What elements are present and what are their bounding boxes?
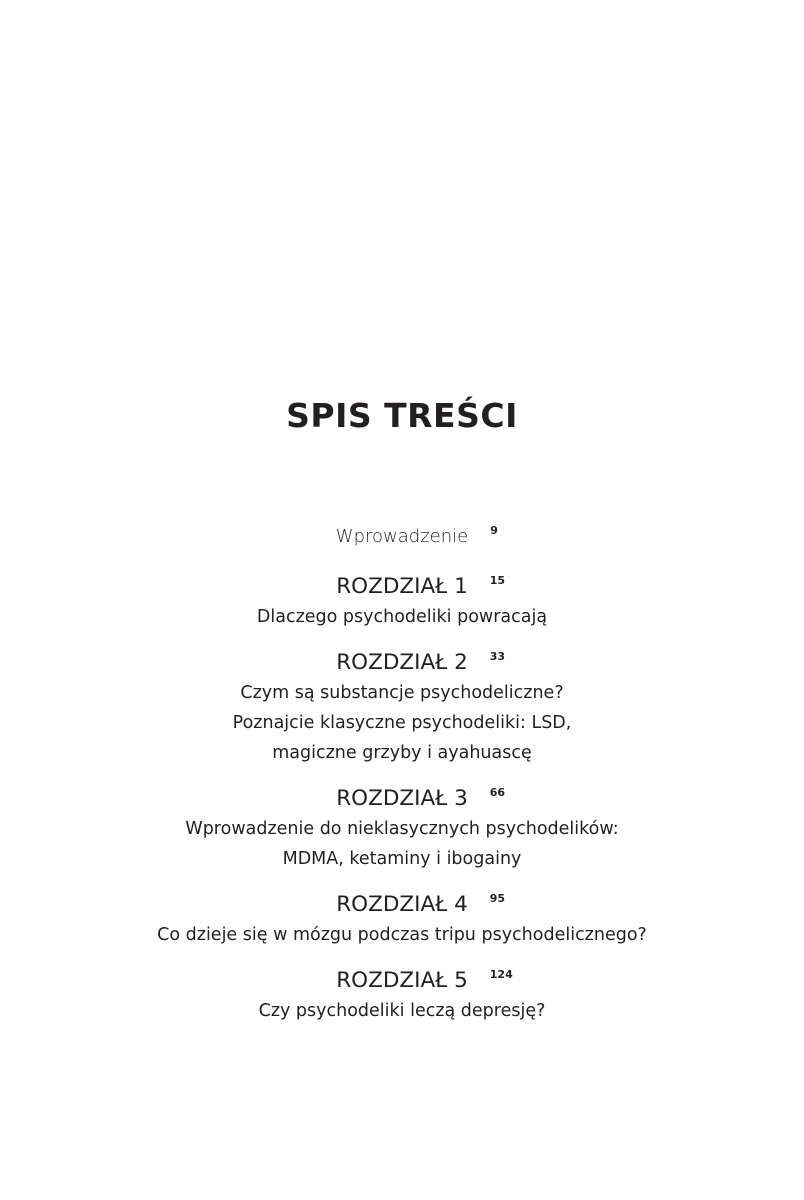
toc-page-number: 9 <box>490 524 498 537</box>
toc-entry-heading <box>336 572 506 602</box>
toc-page-number: 95 <box>489 892 506 905</box>
toc-entry-chapter-2 <box>0 648 804 768</box>
chapter-title-line: Dlaczego psychodeliki powracają <box>256 607 548 627</box>
toc-page-number: 33 <box>489 650 506 663</box>
toc-entry-chapter-1 <box>0 572 804 632</box>
toc-entry-heading <box>336 966 513 996</box>
toc-entry-heading <box>336 890 506 920</box>
chapter-label: ROZDZIAŁ 3 <box>336 786 468 811</box>
chapter-title-line: magiczne grzyby i ayahuascę <box>272 743 532 763</box>
toc-entry-label: Wprowadzenie <box>335 526 469 547</box>
toc-entry-intro <box>0 522 804 552</box>
toc-entry-heading <box>336 648 506 678</box>
page-title: SPIS TREŚCI <box>286 396 518 435</box>
chapter-label: ROZDZIAŁ 5 <box>336 968 468 993</box>
toc-entry-heading <box>335 522 498 552</box>
chapter-title-line: Poznajcie klasyczne psychodeliki: LSD, <box>232 713 572 733</box>
table-of-contents <box>0 522 804 1042</box>
chapter-label: ROZDZIAŁ 1 <box>336 574 468 599</box>
chapter-title-line: Czy psychodeliki leczą depresję? <box>258 1001 546 1021</box>
toc-entry-chapter-4 <box>0 890 804 950</box>
chapter-title-line: Co dzieje się w mózgu podczas tripu psychodelicznego? <box>157 925 647 945</box>
chapter-label: ROZDZIAŁ 4 <box>336 892 468 917</box>
chapter-title-line: Czym są substancje psychodeliczne? <box>240 683 564 703</box>
chapter-title-line: MDMA, ketaminy i ibogainy <box>282 849 522 869</box>
chapter-title-line: Wprowadzenie do nieklasycznych psychodelików: <box>185 819 619 839</box>
toc-entry-chapter-5 <box>0 966 804 1026</box>
toc-page-number: 66 <box>489 786 506 799</box>
toc-page-number: 15 <box>489 574 506 587</box>
toc-entry-heading <box>336 784 506 814</box>
chapter-label: ROZDZIAŁ 2 <box>336 650 468 675</box>
toc-entry-chapter-3 <box>0 784 804 874</box>
toc-page-number: 124 <box>489 968 513 981</box>
